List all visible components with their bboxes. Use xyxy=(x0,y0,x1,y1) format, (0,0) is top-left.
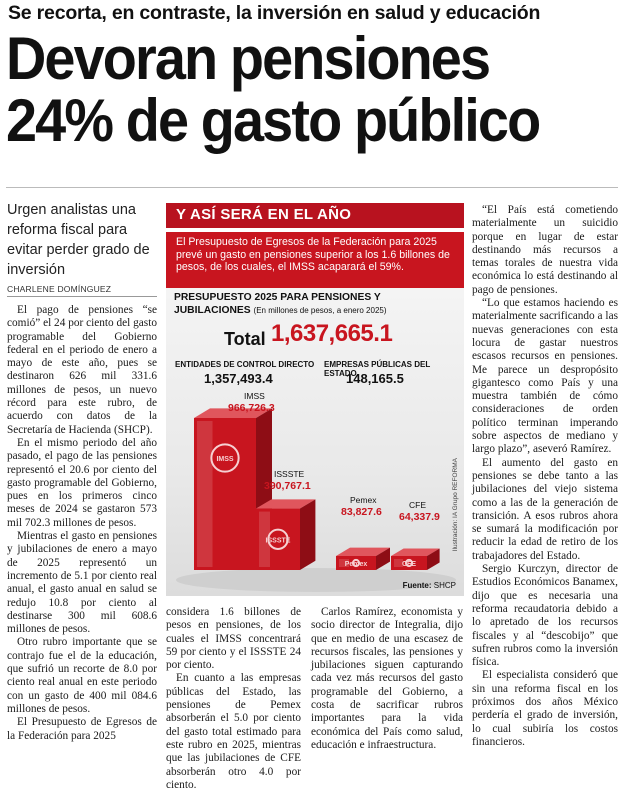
infographic-band-title: Y ASÍ SERÁ EN EL AÑO xyxy=(176,206,352,223)
article-column-1 xyxy=(7,304,157,743)
paragraph: “Lo que estamos haciendo es materialmente sacrificando a las nuevas generaciones con esta locura de gastar nuestros escasos recursos en pensiones. Me parece un despropósito gigantesco como País y una muestra también de cómo consideraciones de orden político terminan imperando sobre aspectos de mediano y largo plazo”, aseveró Ramírez. xyxy=(472,297,618,456)
paragraph: Mientras el gasto en pensiones y jubilaciones de enero a mayo de 2025 representó un incremento de 5.1 por ciento real anual, el gasto anual en salud se redujo 10.8 por ciento al destinarse 300 mil 608.6 millones de pesos. xyxy=(7,530,157,636)
paragraph: El Presupuesto de Egresos de la Federación para 2025 xyxy=(7,716,157,742)
paragraph: El pago de pensiones “se comió” el 24 por ciento del gasto programable del Gobierno federal en el periodo de enero a mayo de este año, pues se destinaron 626 mil 331.6 millones de pesos, un nuevo récord para este rubro, de acuerdo con datos de la Secretaría de Hacienda (SHCP). xyxy=(7,304,157,436)
total-value: 1,637,665.1 xyxy=(271,320,393,347)
chart-subtitle: (En millones de pesos, a enero 2025) xyxy=(253,305,387,315)
bar-side xyxy=(300,499,315,570)
byline: CHARLENE DOMÍNGUEZ xyxy=(7,284,157,297)
paragraph: En cuanto a las empresas públicas del Estado, las pensiones de Pemex absorberán el 5.0 por ciento del gasto total estimado para este rubro en 2025, mientras que las jubilaciones de CFE absorberán otro 4.0 por ciento. xyxy=(166,672,301,791)
chart-title xyxy=(174,292,459,317)
group-label-state: EMPRESAS PÚBLICAS DEL ESTADO xyxy=(324,360,431,378)
bar-label-cfe: CFE xyxy=(409,500,426,510)
source-value: SHCP xyxy=(433,581,456,590)
bar-value-pemex: 83,827.6 xyxy=(341,506,382,518)
paragraph: El aumento del gasto en pensiones se debe tanto a las jubilaciones del viejo sistema como a las de la generación de transición. A esos rubros ahora se sumará la modificación por reducir la edad de retiro de los trabajadores del Estado. xyxy=(472,456,618,562)
infographic-band xyxy=(166,203,464,228)
article-column-2 xyxy=(166,606,301,792)
headline-line-1: Devoran pensiones xyxy=(6,25,490,92)
bar-label-pemex: Pemex xyxy=(350,495,377,505)
headline xyxy=(6,25,577,154)
kicker: Se recorta, en contraste, la inversión en salud y educación xyxy=(8,2,541,24)
logo-text: CFE xyxy=(402,561,416,568)
logo-text: ISSSTE xyxy=(265,537,291,545)
paragraph: El especialista consideró que sin una reforma fiscal en los próximos dos años México perdería el grado de inversión, lo cual subiría los costos financieros. xyxy=(472,669,618,748)
group-label-direct: ENTIDADES DE CONTROL DIRECTO xyxy=(175,360,315,369)
deck: Urgen analistas una reforma fiscal para evitar perder grado de inversión xyxy=(7,202,150,278)
source-label: Fuente: xyxy=(402,581,432,590)
bar-label-imss: IMSS xyxy=(244,391,265,401)
divider xyxy=(6,187,618,188)
chart-source xyxy=(403,581,456,590)
paragraph: En el mismo periodo del año pasado, el pago de las pensiones representó el 20.6 por ciento del gasto programable del Gobierno, pues en los primeros cinco meses de 2024 se gastaron 573 mil 702.3 millones de pesos. xyxy=(7,436,157,529)
bar-label-issste: ISSSTE xyxy=(274,469,305,479)
chart-title-text: PRESUPUESTO 2025 PARA PENSIONES Y JUBILACIONES xyxy=(174,292,381,316)
infographic-intro: El Presupuesto de Egresos de la Federación para 2025 prevé un gasto en pensiones superior a los 1.6 billones de pesos, de los cuales, el IMSS acaparará el 59%. xyxy=(166,232,464,288)
group-value-direct: 1,357,493.4 xyxy=(204,371,273,386)
paragraph: Sergio Kurczyn, director de Estudios Económicos Banamex, dijo que es necesaria una reforma recaudatoria debido a lo apretado de los recursos fiscales y al “descobijo” que sufren rubros como la inversión física. xyxy=(472,563,618,669)
bar-highlight xyxy=(197,421,213,567)
paragraph: considera 1.6 billones de pesos en pensiones, de los cuales el IMSS concentrará 59 por ciento y el ISSSTE 24 por ciento. xyxy=(166,606,301,672)
article-column-3 xyxy=(311,606,463,752)
bar-value-imss: 966,726.3 xyxy=(228,402,275,414)
group-value-state: 148,165.5 xyxy=(346,371,404,386)
bar-pemex xyxy=(336,548,390,570)
headline-line-2: 24% de gasto público xyxy=(6,87,540,154)
logo-text: Pemex xyxy=(344,561,368,568)
paragraph: Carlos Ramírez, economista y socio director de Integralia, dijo que en medio de una escasez de recursos fiscales, las pensiones y jubilaciones siguen capturando cada vez más recursos del gasto programable del Gobierno, a costa de sacrificar rubros importantes para la vida económica del País como salud, educación e infraestructura. xyxy=(311,606,463,751)
article-column-4 xyxy=(472,204,618,749)
paragraph: “El País está cometiendo materialmente un suicidio porque en lugar de estar destinando más recursos a temas torales de nuestra vida económica lo está destinando al pago de pensiones. xyxy=(472,204,618,296)
bar-issste xyxy=(256,499,315,570)
bar-cfe xyxy=(391,548,440,570)
total-label: Total xyxy=(224,329,266,349)
bar-value-issste: 390,767.1 xyxy=(264,480,311,492)
infographic-panel xyxy=(166,288,464,596)
logo-text: IMSS xyxy=(216,456,234,463)
illustration-credit: Ilustración: IA Grupo REFORMA xyxy=(452,458,459,552)
bar-value-cfe: 64,337.9 xyxy=(399,511,440,523)
paragraph: Otro rubro importante que se contrajo fue el de la educación, que sufrió un recorte de 8.0 por ciento real anual en este periodo con un gasto de 400 mil 084.6 millones de pesos. xyxy=(7,636,157,715)
